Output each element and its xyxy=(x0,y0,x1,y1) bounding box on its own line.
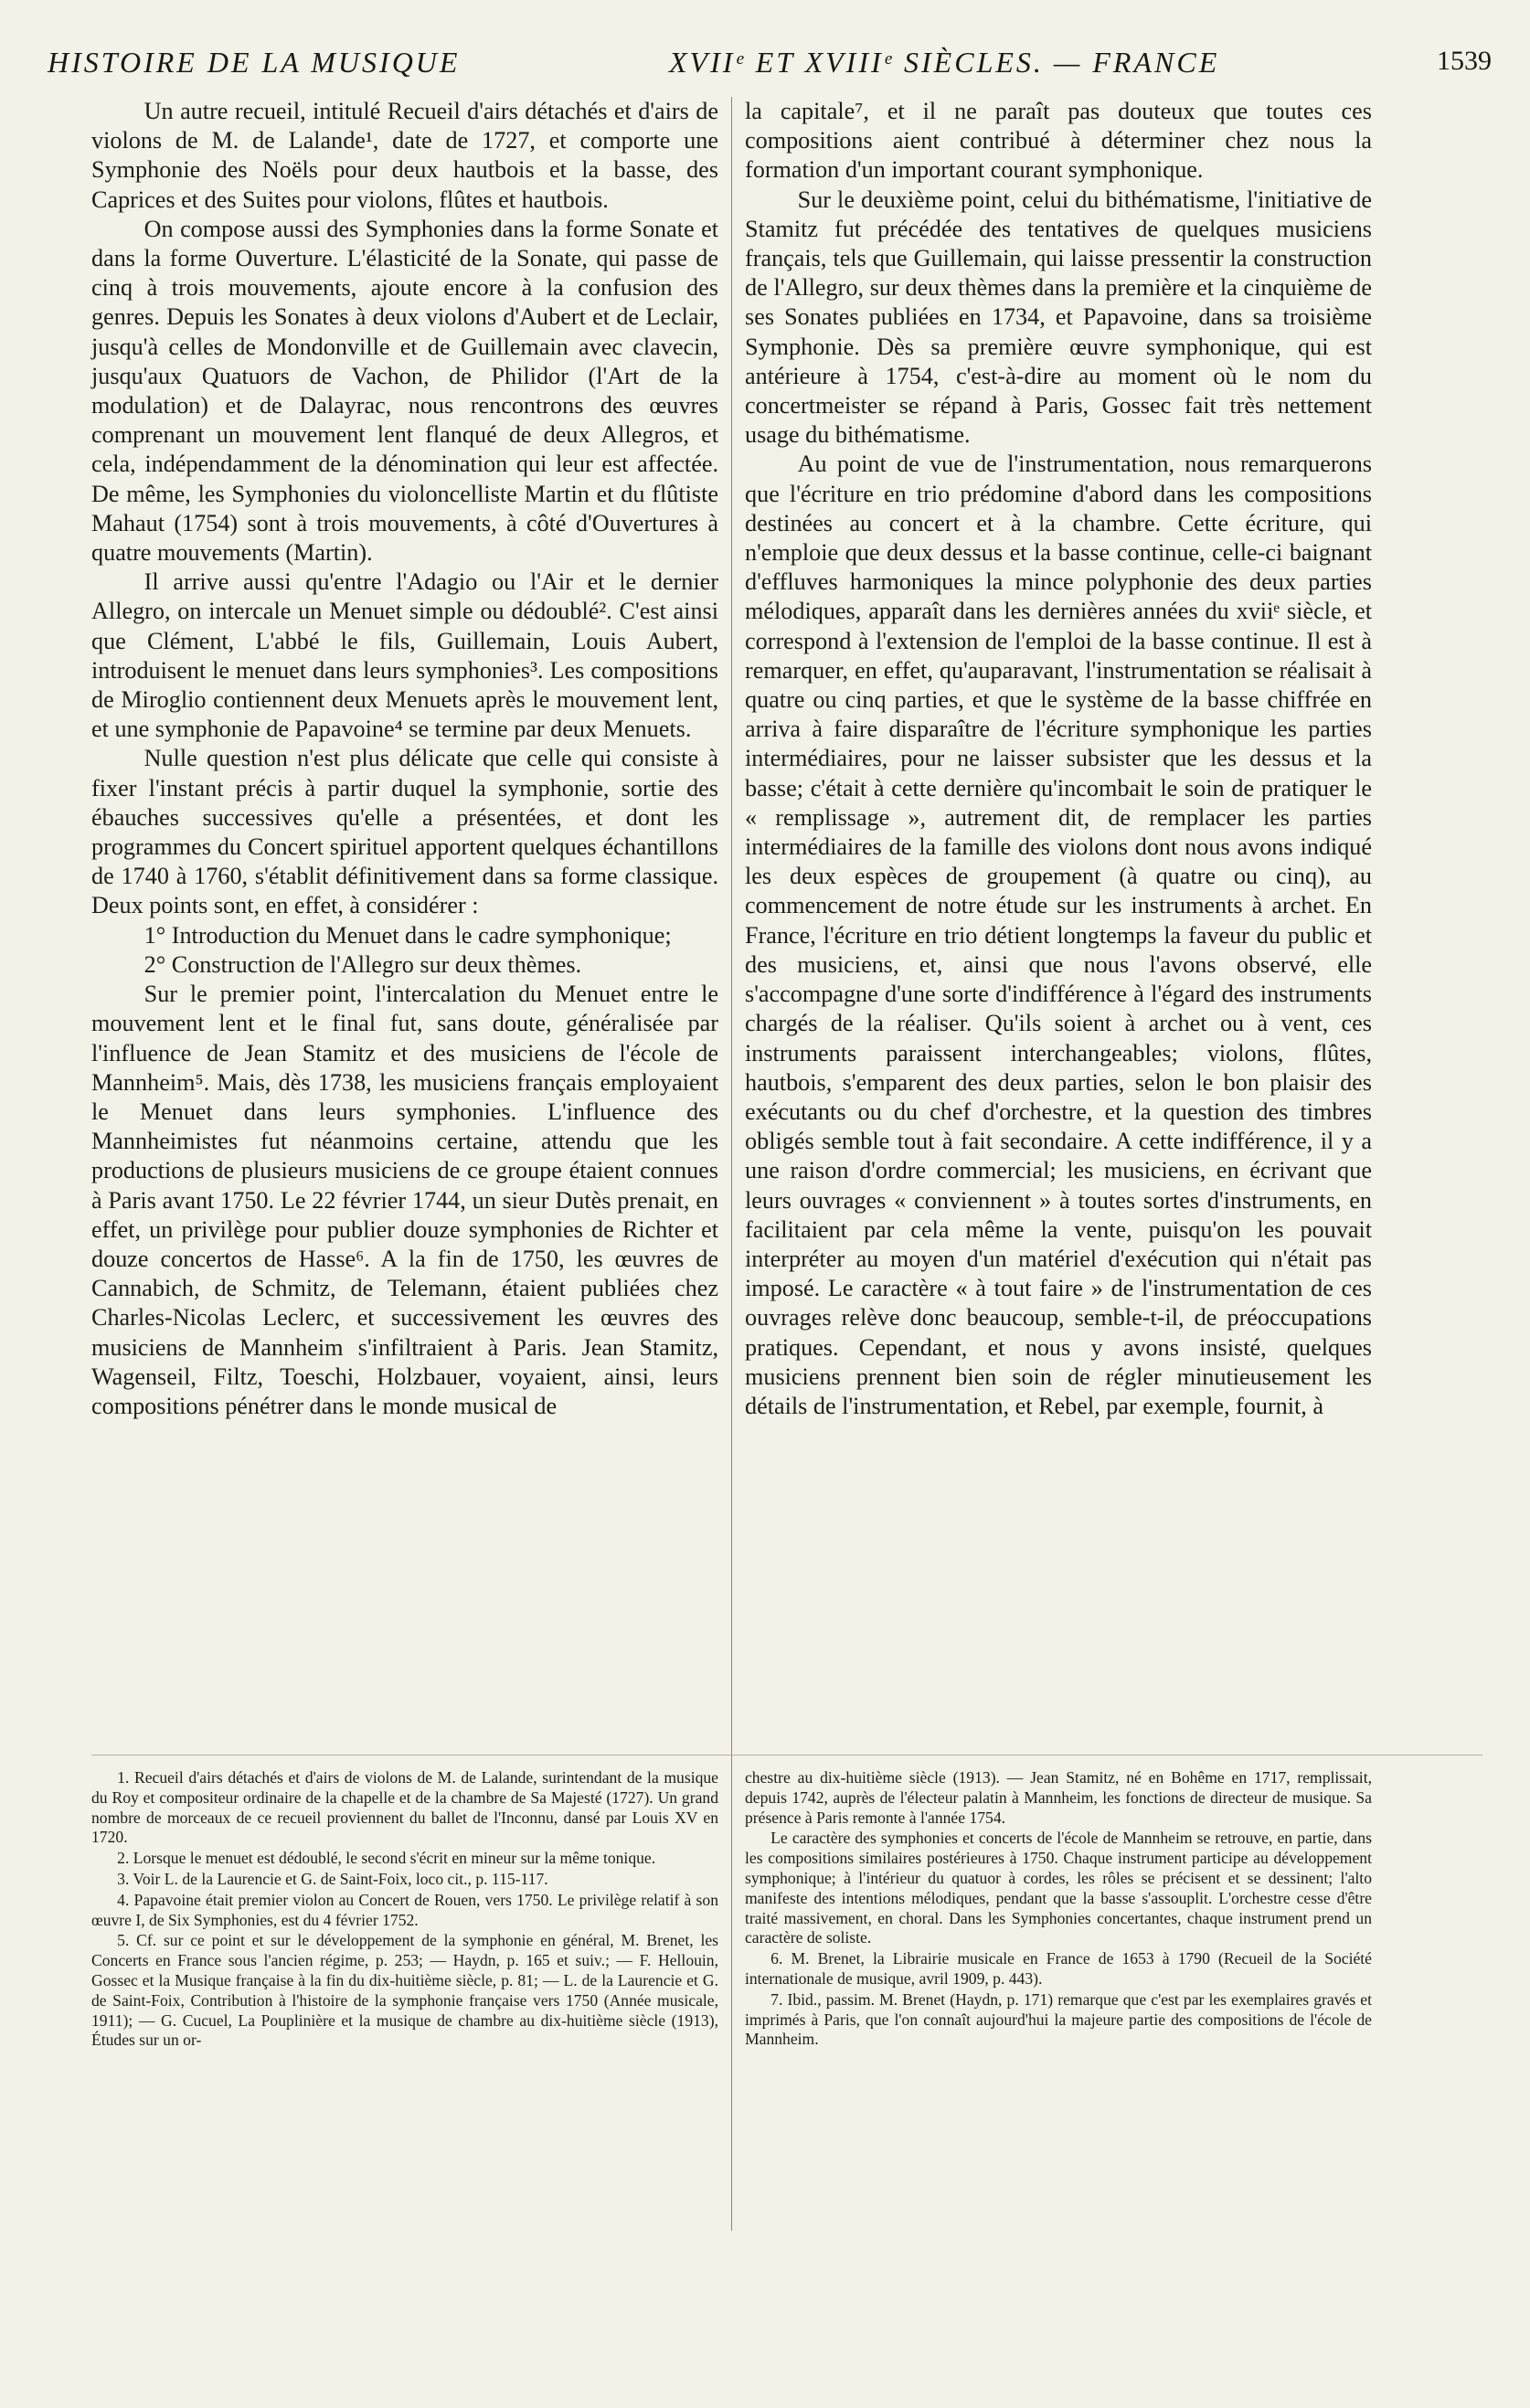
paragraph: Au point de vue de l'instrumentation, nous remarquerons que l'écriture en trio prédomine d'abord dans les compositions destinées au concert et à la chambre. Cette écriture, qui n'emploie que deux dessus et la basse continue, celle-ci baignant d'effluves harmoniques la mince polyphonie des deux parties mélodiques, apparaît dans les dernières années du xviiᵉ siècle, et correspond à l'extension de l'emploi de la basse continue. Il est à remarquer, en effet, qu'auparavant, l'instrumentation se réalisait à quatre ou cinq parties, et que le système de la basse chiffrée en arriva à faire disparaître de l'écriture symphonique les parties intermédiaires, pour ne laisser subsister que les dessus et la basse; c'était à cette dernière qu'incombait le soin de pratiquer le « remplissage », autrement dit, de remplacer les parties intermédiaires de la famille des violons dont nous avons indiqué les deux espèces de groupement (à quatre ou cinq), au commencement de notre étude sur les instruments à archet. En France, l'écriture en trio détient longtemps la faveur du public et des musiciens, et, ainsi que nous l'avons observé, elle s'accompagne d'une sorte d'indifférence à l'égard des instruments chargés de la réaliser. Qu'ils soient à archet ou à vent, ces instruments paraissent interchangeables; violons, flûtes, hautbois, s'emparent des deux parties, selon le bon plaisir des exécutants ou du chef d'orchestre, et la question des timbres obligés semble tout à fait secondaire. A cette indifférence, il y a une raison d'ordre commercial; les musiciens, en écrivant que leurs ouvrages « conviennent » à toutes sortes d'instruments, en facilitaient par cela même la vente, puisqu'on les pouvait interpréter au moyen d'un matériel d'exécution qui n'était pas imposé. Le caractère « à tout faire » de l'instrumentation de ces ouvrages relève donc beaucoup, semble-t-il, de préoccupations pratiques. Cependant, et nous y avons insisté, quelques musiciens prennent bien soin de régler minutieusement les détails de l'instrumentation, et Rebel, par exemple, fournit, à xyxy=(745,451,1372,1419)
list-item: 2° Construction de l'Allegro sur deux thèmes. xyxy=(143,950,582,978)
paragraph: Il arrive aussi qu'entre l'Adagio ou l'Air et le dernier Allegro, on intercale un Menuet simple ou dédoublé². C'est ainsi que Clément, L'abbé le fils, Guillemain, Louis Aubert, introduisent le menuet dans leurs symphonies³. Les compositions de Miroglio contiennent deux Menuets après le mouvement lent, et une symphonie de Papavoine⁴ se termine par deux Menuets. xyxy=(91,568,718,743)
paragraph: Nulle question n'est plus délicate que celle qui consiste à fixer l'instant précis à partir duquel la symphonie, sortie des ébauches successives qu'elle a présentées, et dont les programmes du Concert spirituel apportent quelques échantillons de 1740 à 1760, s'établit définitivement dans sa forme classique. Deux points sont, en effet, à considérer : xyxy=(91,745,718,919)
footnote: 2. Lorsque le menuet est dédoublé, le second s'écrit en mineur sur la même tonique. xyxy=(117,1849,656,1868)
footnote: chestre au dix-huitième siècle (1913). — Jean Stamitz, né en Bohême en 1717, remplissait, depuis 1742, auprès de l'électeur palatin à Mannheim, les fonctions de directeur de musique. Sa présence à Paris remonte à l'année 1754. xyxy=(745,1768,1372,1827)
page-number: 1539 xyxy=(1437,46,1492,76)
footnote: 3. Voir L. de la Laurencie et G. de Saint-Foix, loco cit., p. 115-117. xyxy=(117,1869,548,1888)
left-column xyxy=(91,97,718,1421)
footnote: 6. M. Brenet, la Librairie musicale en France de 1653 à 1790 (Recueil de la Société internationale de musique, avril 1909, p. 443). xyxy=(745,1949,1372,1988)
footnote: 1. Recueil d'airs détachés et d'airs de violons de M. de Lalande, surintendant de la musique du Roy et compositeur ordinaire de la chapelle et de la chambre de Sa Majesté (1727). Un grand nombre de morceaux de ce recueil proviennent du ballet de l'Inconnu, dansé par Louis XV en 1720. xyxy=(91,1768,718,1847)
running-header xyxy=(48,46,1492,90)
right-column xyxy=(745,97,1372,1421)
paragraph: Sur le premier point, l'intercalation du Menuet entre le mouvement lent et le final fut, sans doute, généralisée par l'influence de Jean Stamitz et des musiciens de l'école de Mannheim⁵. Mais, dès 1738, les musiciens français employaient le Menuet dans leurs symphonies. L'influence des Mannheimistes fut néanmoins certaine, attendu que les productions de plusieurs musiciens de ce groupe étaient connues à Paris avant 1750. Le 22 février 1744, un sieur Dutès prenait, en effet, un privilège pour publier douze symphonies de Richter et douze concertos de Hasse⁶. A la fin de 1750, les œuvres de Cannabich, de Schmitz, de Telemann, étaient publiées chez Charles-Nicolas Leclerc, et successivement les œuvres des musiciens de Mannheim s'infiltraient à Paris. Jean Stamitz, Wagenseil, Filtz, Toeschi, Holzbauer, voyaient, ainsi, leurs compositions pénétrer dans le monde musical de xyxy=(91,981,718,1419)
footnote: 4. Papavoine était premier violon au Concert de Rouen, vers 1750. Le privilège relatif à son œuvre I, de Six Symphonies, est du 4 février 1752. xyxy=(91,1890,718,1929)
footnote: Le caractère des symphonies et concerts de l'école de Mannheim se retrouve, en partie, dans les compositions similaires postérieures à 1750. Chaque instrument participe au développement symphonique; à l'intérieur du quatuor à cordes, les rôles se précisent et se dessinent; l'alto manifeste des intentions mélodiques, pendant que la basse s'assouplit. L'orchestre cesse d'être traité massivement, en choral. Dans les Symphonies concertantes, chaque instrument prend un caractère de soliste. xyxy=(745,1829,1372,1947)
footnote-divider xyxy=(91,1755,1482,1756)
column-divider xyxy=(731,97,732,2231)
paragraph: la capitale⁷, et il ne paraît pas douteux que toutes ces compositions aient contribué à déterminer chez nous la formation d'un important courant symphonique. xyxy=(745,98,1372,184)
footnote: 7. Ibid., passim. M. Brenet (Haydn, p. 171) remarque que c'est par les exemplaires gravés et imprimés à Paris, que l'on connaît aujourd'hui la majeure partie des compositions de l'école de Mannheim. xyxy=(745,1989,1372,2049)
footnotes-left xyxy=(91,1768,718,2052)
header-subtitle: XVIIᵉ ET XVIIIᵉ SIÈCLES. — FRANCE xyxy=(669,46,1220,79)
footnotes-right xyxy=(745,1768,1372,2051)
list-item: 1° Introduction du Menuet dans le cadre symphonique; xyxy=(143,921,672,949)
paragraph: Sur le deuxième point, celui du bithématisme, l'initiative de Stamitz fut précédée des tentatives de quelques musiciens français, tels que Guillemain, qui laisse pressentir la construction de l'Allegro, sur deux thèmes dans la première et la cinquième de ses Sonates publiées en 1734, et Papavoine, dans sa troisième Symphonie. Dès sa première œuvre symphonique, qui est antérieure à 1754, c'est-à-dire au moment où le nom du concertmeister se répand à Paris, Gossec fait très nettement usage du bithématisme. xyxy=(745,186,1372,449)
paragraph: Un autre recueil, intitulé Recueil d'airs détachés et d'airs de violons de M. de Lalande¹, date de 1727, et comporte une Symphonie des Noëls pour deux hautbois et la basse, des Caprices et des Suites pour violons, flûtes et hautbois. xyxy=(91,98,718,213)
paragraph: On compose aussi des Symphonies dans la forme Sonate et dans la forme Ouverture. L'élasticité de la Sonate, qui passe de cinq à trois mouvements, ajoute encore à la confusion des genres. Depuis les Sonates à deux violons d'Aubert et de Leclair, jusqu'à celles de Mondonville et de Guillemain avec clavecin, jusqu'aux Quatuors de Vachon, de Philidor (l'Art de la modulation) et de Dalayrac, nous rencontrons des œuvres comprenant un mouvement lent flanqué de deux Allegros, et cela, indépendamment de la dénomination qui leur est affectée. De même, les Symphonies du violoncelliste Martin et du flûtiste Mahaut (1754) sont à trois mouvements, à côté d'Ouvertures à quatre mouvements (Martin). xyxy=(91,215,718,567)
header-title: HISTOIRE DE LA MUSIQUE xyxy=(48,46,461,79)
footnote: 5. Cf. sur ce point et sur le développement de la symphonie en général, M. Brenet, les Concerts en France sous l'ancien régime, p. 253; — Haydn, p. 165 et suiv.; — F. Hellouin, Gossec et la Musique française à la fin du dix-huitième siècle, p. 81; — L. de la Laurencie et G. de Saint-Foix, Contribution à l'histoire de la symphonie française vers 1750 (Année musicale, 1911); — G. Cucuel, La Pouplinière et la musique de chambre au dix-huitième siècle (1913), Études sur un or- xyxy=(91,1931,718,2050)
